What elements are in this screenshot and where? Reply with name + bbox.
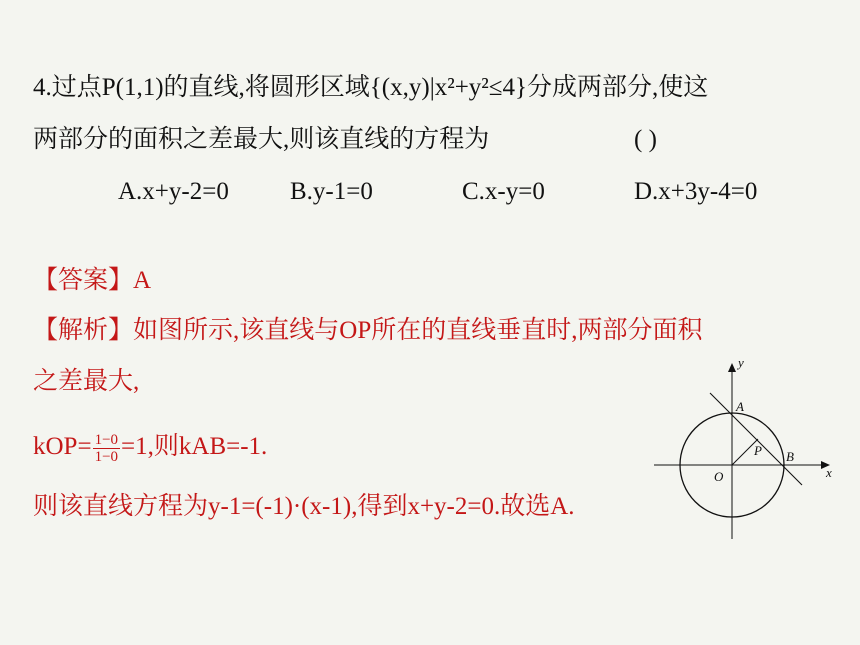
option-a: A.x+y-2=0 <box>118 178 229 205</box>
slope-rest: =1,则kAB=-1. <box>121 433 268 461</box>
analysis-label: 【解析】 <box>33 317 134 344</box>
option-d: D.x+3y-4=0 <box>634 178 758 205</box>
analysis-line-1-text: 如图所示,该直线与OP所在的直线垂直时,两部分面积 <box>133 317 703 344</box>
label-o: O <box>714 469 724 484</box>
fraction-numerator: 1−0 <box>94 432 119 448</box>
answer-label: 【答案】 <box>33 267 134 294</box>
question-line-2 <box>33 125 489 155</box>
analysis-slope-line: kOP= $\frac{1-0}{1-0}$ =1,则kAB=-1. <box>33 432 268 465</box>
label-p: P <box>754 443 762 458</box>
line-ab <box>710 393 802 485</box>
option-c: C.x-y=0 <box>462 178 545 205</box>
question-line-2-text: 两部分的面积之差最大,则该直线的方程为 <box>33 126 490 153</box>
label-a: A <box>736 399 744 414</box>
k-op-symbol: kOP <box>33 433 78 461</box>
slope-fraction <box>93 432 120 465</box>
fraction-denominator: 1−0 <box>94 449 119 465</box>
answer-line <box>33 266 151 296</box>
label-b: B <box>786 449 794 464</box>
label-x: x <box>826 465 832 480</box>
circle-diagram <box>650 355 840 545</box>
label-y: y <box>738 355 744 370</box>
analysis-line-1 <box>33 316 702 346</box>
answer-paren: ( ) <box>634 126 657 153</box>
analysis-conclusion: 则该直线方程为y-1=(-1)·(x-1),得到x+y-2=0.故选A. <box>33 493 575 520</box>
answer-value: A <box>133 267 152 294</box>
y-axis-arrow <box>728 363 736 372</box>
question-line-1: 4.过点P(1,1)的直线,将圆形区域{(x,y)|x²+y²≤4}分成两部分,使这 <box>33 74 709 101</box>
option-b: B.y-1=0 <box>290 178 373 205</box>
analysis-line-2: 之差最大, <box>33 368 140 395</box>
